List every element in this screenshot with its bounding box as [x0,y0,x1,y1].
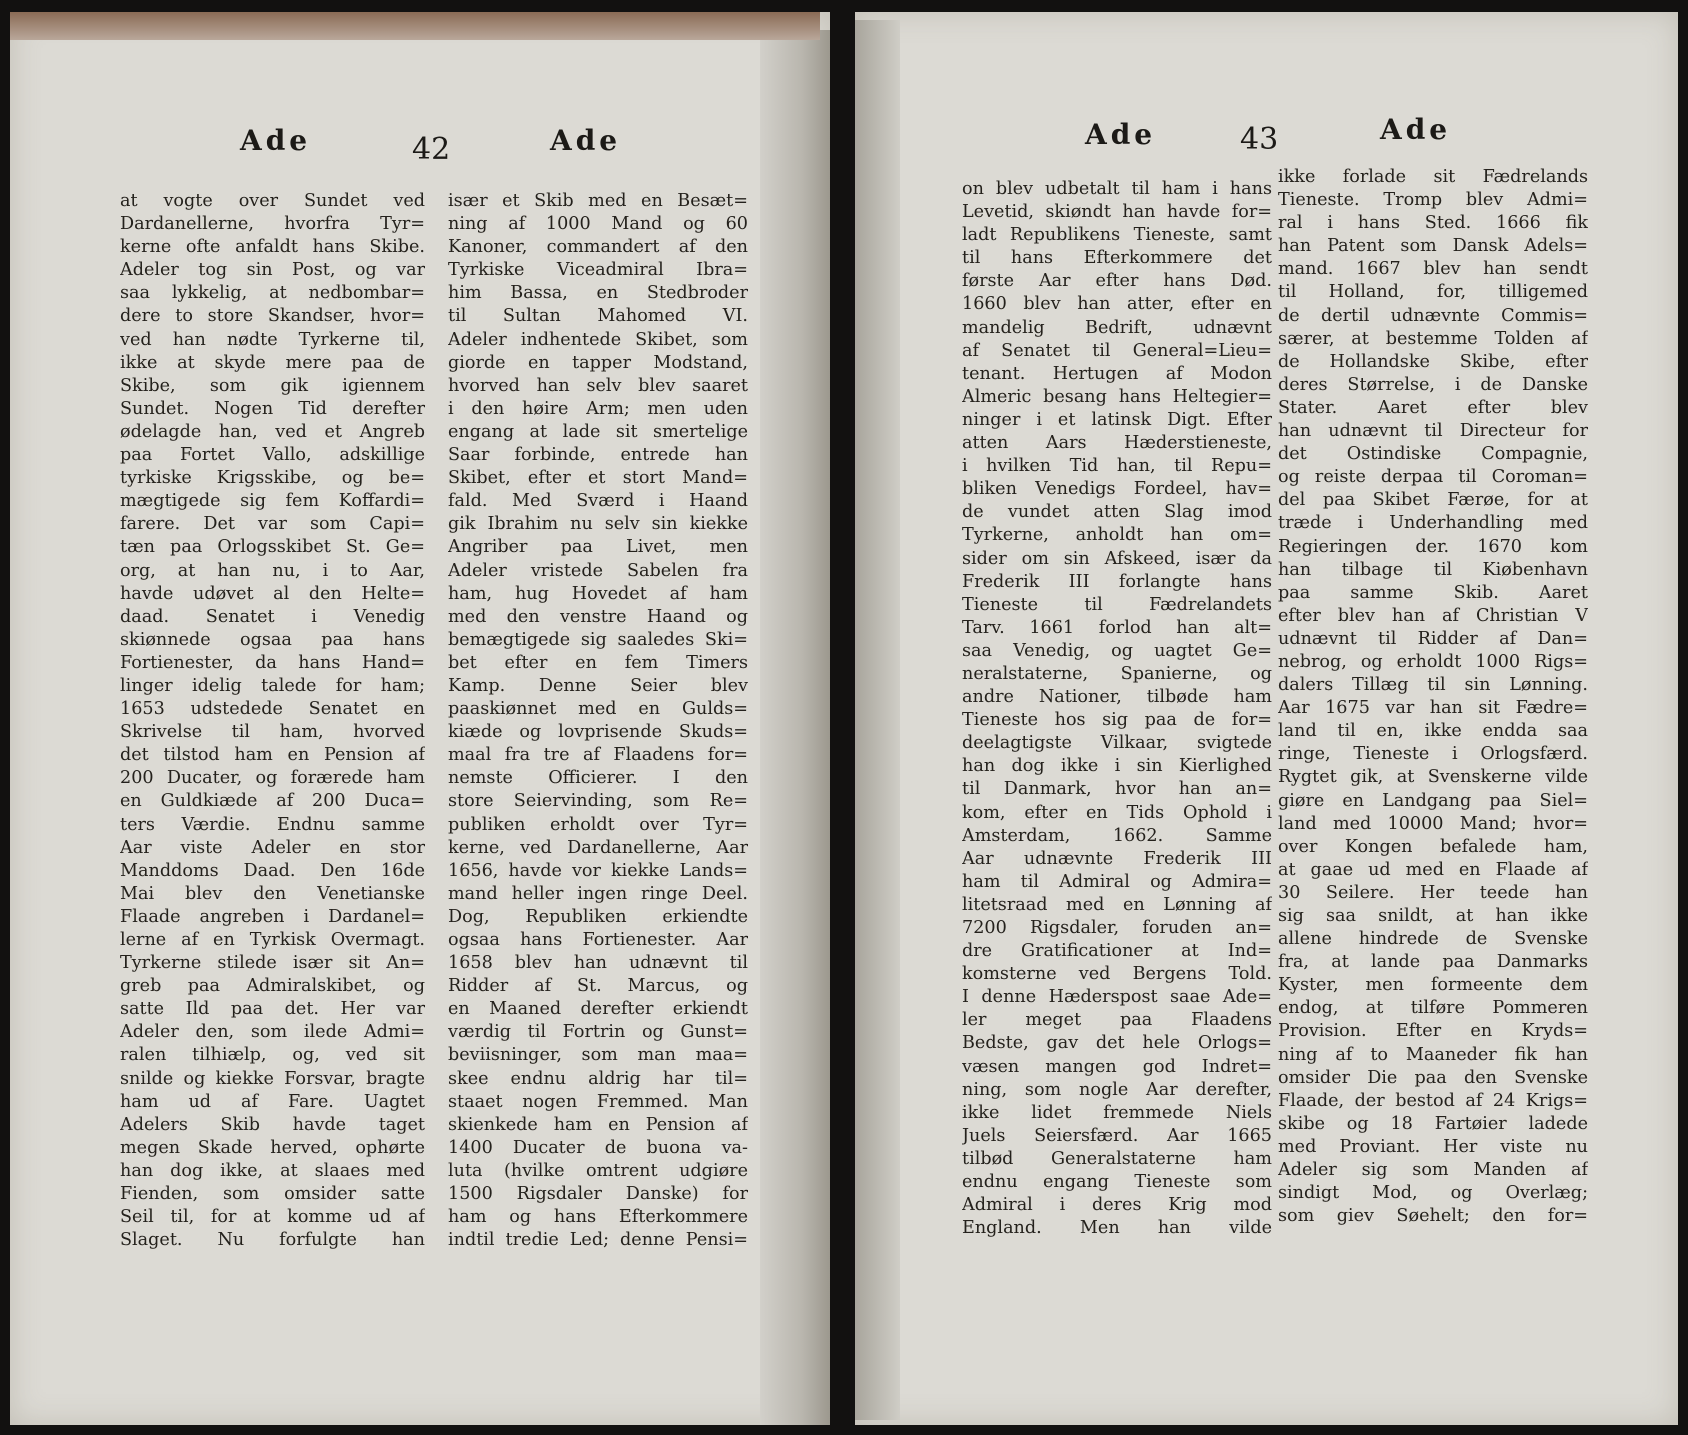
text-line: saa lykkelig, at nedbombar= [120,283,425,304]
text-line: kerne, ved Dardanellerne, Aar [448,837,748,858]
text-line: engang at lade sit smertelige [448,421,748,442]
left-page-column-1 [120,190,425,1252]
text-line: litetsraad med en Lønning af [962,894,1272,915]
right-page-number: 43 [1240,122,1279,157]
text-line: Dardanellerne, hvorfra Tyr= [120,214,425,235]
text-line: ringe, Tieneste i Orlogsfærd. [1278,744,1588,765]
text-line: som giev Søehelt; den for= [1278,1206,1588,1227]
text-line: fald. Med Sværd i Haand [448,491,748,512]
text-line: kom, efter en Tids Ophold i [962,802,1272,823]
text-line: især et Skib med en Besæt= [448,191,748,211]
text-line: en Guldkiæde af 200 Duca= [120,791,425,812]
text-line: andre Nationer, tilbøde ham [962,687,1272,708]
text-line: de vundet atten Slag imod [962,502,1272,523]
text-line: indtil tredie Led; denne Pensi= [448,1230,748,1251]
text-line: gik Ibrahim nu selv sin kiekke [448,514,748,535]
text-line: giøre en Landgang paa Siel= [1278,790,1588,811]
text-line: at gaae ud med en Flaade af [1278,859,1588,880]
text-line: nemste Officierer. I den [448,768,748,789]
text-line: Manddoms Daad. Den 16de [120,860,425,881]
text-line: sig saa snildt, at han ikke [1278,906,1588,926]
text-line: Tieneste til Fædrelandets [962,594,1272,615]
text-line: ikke forlade sit Fædrelands [1278,167,1588,187]
text-line: Tarv. 1661 forlod han alt= [962,617,1272,638]
text-line: del paa Skibet Færøe, for at [1278,490,1588,511]
text-line: daad. Senatet i Venedig [120,606,425,627]
text-line: Slaget. Nu forfulgte han [120,1230,425,1251]
text-line: til Sultan Mahomed VI. [448,306,748,327]
text-line: de Hollandske Skibe, efter [1278,351,1588,372]
text-line: Levetid, skiøndt han havde for= [962,202,1272,223]
text-line: Seil til, for at komme ud af [120,1207,425,1228]
text-line: staaet nogen Fremmed. Man [448,1091,748,1112]
text-line: Adeler tog sin Post, og var [120,260,425,281]
text-line: Skibet, efter et stort Mand= [448,468,748,489]
text-line: 7200 Rigsdaler, foruden an= [962,918,1272,938]
text-line: ved han nødte Tyrkerne til, [120,329,425,350]
text-line: lerne af en Tyrkisk Overmagt. [120,930,425,950]
text-line: Regieringen der. 1670 kom [1278,536,1588,557]
text-line: ham, hug Hovedet af ham [448,583,748,604]
text-line: Aar 1675 var han sit Fædre= [1278,698,1588,719]
text-line: publiken erholdt over Tyr= [448,814,748,835]
text-line: England. Men han vilde [962,1218,1272,1239]
text-line: I denne Hæderspost saae Ade= [962,987,1272,1008]
left-page-edge [760,30,830,1425]
text-line: ladt Republikens Tieneste, samt [962,225,1272,246]
text-line: komsterne ved Bergens Told. [962,964,1272,985]
text-line: maal fra tre af Flaadens for= [448,745,748,766]
text-line: Adeler indhentede Skibet, som [448,329,748,350]
text-line: tilbød Generalstaterne ham [962,1148,1272,1169]
text-line: til Holland, for, tilligemed [1278,282,1588,303]
text-line: Tieneste hos sig paa de for= [962,710,1272,731]
text-line: ødelagde han, ved et Angreb [120,421,425,442]
text-line: og reiste derpaa til Coroman= [1278,467,1588,488]
text-line: tyrkiske Krigsskibe, og be= [120,468,425,489]
text-line: ham til Admiral og Admira= [962,871,1272,892]
text-line: linger idelig talede for ham; [120,675,425,696]
text-line: det Ostindiske Compagnie, [1278,444,1588,465]
text-line: han tilbage til Kiøbenhavn [1278,559,1588,580]
text-line: til hans Efterkommere det [962,248,1272,269]
left-page-number: 42 [412,132,451,167]
text-line: at vogte over Sundet ved [120,191,425,211]
text-line: Kanoner, commandert af den [448,237,748,258]
text-line: 1400 Ducater de buona va- [448,1137,748,1158]
text-line: Tieneste. Tromp blev Admi= [1278,190,1588,211]
text-line: endog, at tilføre Pommeren [1278,998,1588,1019]
text-line: nebrog, og erholdt 1000 Rigs= [1278,651,1588,672]
text-line: farere. Det var som Capi= [120,514,425,535]
text-line: Mai blev den Venetianske [120,883,425,904]
text-line: med den venstre Haand og [448,606,748,627]
text-line: han Patent som Dansk Adels= [1278,236,1588,257]
text-line: him Bassa, en Stedbroder [448,283,748,304]
text-line: Juels Seiersfærd. Aar 1665 [962,1125,1272,1146]
text-line: havde udøvet al den Helte= [120,583,425,604]
text-line: hvorved han selv blev saaret [448,375,748,396]
text-line: de dertil udnævnte Commis= [1278,305,1588,326]
text-line: ninger i et latinsk Digt. Efter [962,409,1272,430]
text-line: tæn paa Orlogsskibet St. Ge= [120,537,425,558]
text-line: store Seiervinding, som Re= [448,791,748,812]
text-line: bliken Venedigs Fordeel, hav= [962,479,1272,500]
right-running-head-left: Ade [1085,118,1157,151]
text-line: ters Værdie. Endnu samme [120,814,425,835]
text-line: land med 10000 Mand; hvor= [1278,813,1588,834]
book-top-edge [10,12,820,40]
text-line: mandelig Bedrift, udnævnt [962,317,1272,338]
text-line: sindigt Mod, og Overlæg; [1278,1183,1588,1204]
text-line: bemægtigede sig saaledes Ski= [448,629,748,650]
text-line: deres Størrelse, i de Danske [1278,374,1588,395]
text-line: snilde og kiekke Forsvar, bragte [120,1068,425,1089]
text-line: org, at han nu, i to Aar, [120,560,425,581]
text-line: fra, at lande paa Danmarks [1278,952,1588,973]
text-line: Rygtet gik, at Svenskerne vilde [1278,767,1588,788]
text-line: omsider Die paa den Svenske [1278,1067,1588,1088]
text-line: Adelers Skib havde taget [120,1114,425,1135]
text-line: paaskiønnet med en Gulds= [448,699,748,720]
text-line: efter blev han af Christian V [1278,605,1588,626]
text-line: 30 Seilere. Her teede han [1278,882,1588,903]
text-line: i den høire Arm; men uden [448,398,748,419]
text-line: 1656, havde vor kiekke Lands= [448,860,748,881]
text-line: særer, at bestemme Tolden af [1278,328,1588,349]
text-line: allene hindrede de Svenske [1278,929,1588,950]
text-line: Frederik III forlangte hans [962,571,1272,592]
text-line: ham og hans Efterkommere [448,1207,748,1228]
right-running-head-right: Ade [1380,113,1452,146]
text-line: Skrivelse til ham, hvorved [120,722,425,743]
text-line: 1653 udstedede Senatet en [120,699,425,720]
text-line: Flaade, der bestod af 24 Krigs= [1278,1090,1588,1111]
text-line: træde i Underhandling med [1278,513,1588,534]
text-line: udnævnt til Ridder af Dan= [1278,628,1588,649]
text-line: skee endnu aldrig har til= [448,1068,748,1089]
text-line: ning af to Maaneder fik han [1278,1044,1588,1065]
text-line: af Senatet til General=Lieu= [962,340,1272,361]
text-line: endnu engang Tieneste som [962,1172,1272,1193]
text-line: ikke at skyde mere paa de [120,352,425,373]
text-line: Tyrkiske Viceadmiral Ibra= [448,260,748,281]
text-line: neralstaterne, Spanierne, og [962,663,1272,684]
text-line: kiæde og lovprisende Skuds= [448,722,748,743]
text-line: Flaade angreben i Dardanel= [120,906,425,927]
left-page-column-2 [448,190,748,1252]
text-line: til Danmark, hvor han an= [962,779,1272,800]
text-line: Provision. Efter en Kryds= [1278,1021,1588,1042]
text-line: greb paa Admiralskibet, og [120,976,425,997]
text-line: bet efter en fem Timers [448,652,748,673]
text-line: dre Gratificationer at Ind= [962,941,1272,962]
text-line: ning af 1000 Mand og 60 [448,214,748,235]
text-line: Adeler den, som ilede Admi= [120,1022,425,1043]
right-page-column-2 [1278,166,1588,1228]
text-line: tenant. Hertugen af Modon [962,363,1272,384]
text-line: Sundet. Nogen Tid derefter [120,398,425,419]
text-line: væsen mangen god Indret= [962,1056,1272,1077]
text-line: deelagtigste Vilkaar, svigtede [962,733,1272,754]
text-line: Angriber paa Livet, men [448,537,748,558]
text-line: dere to store Skandser, hvor= [120,306,425,327]
text-line: ral i hans Sted. 1666 fik [1278,213,1588,234]
text-line: Adeler vristede Sabelen fra [448,560,748,581]
text-line: skiønnede ogsaa paa hans [120,629,425,650]
text-line: ralen tilhiælp, og, ved sit [120,1045,425,1066]
text-line: Fortienester, da hans Hand= [120,652,425,673]
text-line: mand heller ingen ringe Deel. [448,883,748,904]
text-line: det tilstod ham en Pension af [120,745,425,766]
text-line: beviisninger, som man maa= [448,1045,748,1066]
text-line: ikke lidet fremmede Niels [962,1102,1272,1123]
text-line: ler meget paa Flaadens [962,1010,1272,1031]
text-line: han dog ikke i sin Kierlighed [962,756,1272,777]
text-line: ham ud af Fare. Uagtet [120,1091,425,1112]
text-line: Fienden, som omsider satte [120,1184,425,1205]
text-line: luta (hvilke omtrent udgiøre [448,1160,748,1181]
text-line: Admiral i deres Krig mod [962,1195,1272,1216]
text-line: paa Fortet Vallo, adskillige [120,445,425,466]
text-line: mægtigede sig fem Koffardi= [120,491,425,512]
text-line: skienkede ham en Pension af [448,1114,748,1135]
text-line: 1660 blev han atter, efter en [962,294,1272,315]
text-line: Skibe, som gik igiennem [120,375,425,396]
text-line: Stater. Aaret efter blev [1278,397,1588,418]
text-line: Ridder af St. Marcus, og [448,976,748,997]
text-line: 200 Ducater, og forærede ham [120,768,425,789]
text-line: Dog, Republiken erkiendte [448,906,748,927]
text-line: en Maaned derefter erkiendt [448,999,748,1020]
text-line: paa samme Skib. Aaret [1278,582,1588,603]
text-line: Aar udnævnte Frederik III [962,848,1272,869]
text-line: han dog ikke, at slaaes med [120,1160,425,1181]
text-line: 1500 Rigsdaler Danske) for [448,1184,748,1205]
text-line: megen Skade herved, ophørte [120,1137,425,1158]
text-line: mand. 1667 blev han sendt [1278,259,1588,280]
text-line: atten Aars Hæderstieneste, [962,433,1272,454]
text-line: kerne ofte anfaldt hans Skibe. [120,237,425,258]
text-line: Kyster, men formeente dem [1278,975,1588,996]
text-line: første Aar efter hans Død. [962,271,1272,292]
text-line: on blev udbetalt til ham i hans [962,179,1272,199]
text-line: han udnævnt til Directeur for [1278,421,1588,442]
text-line: sider om sin Afskeed, især da [962,548,1272,569]
text-line: Aar viste Adeler en stor [120,837,425,858]
text-line: Kamp. Denne Seier blev [448,675,748,696]
text-line: satte Ild paa det. Her var [120,999,425,1020]
text-line: giorde en tapper Modstand, [448,352,748,373]
right-page-column-1 [962,178,1272,1240]
text-line: Amsterdam, 1662. Samme [962,825,1272,846]
text-line: 1658 blev han udnævnt til [448,953,748,974]
text-line: med Proviant. Her viste nu [1278,1136,1588,1157]
text-line: ogsaa hans Fortienester. Aar [448,930,748,950]
text-line: Tyrkerne, anholdt han om= [962,525,1272,546]
text-line: over Kongen befalede ham, [1278,836,1588,857]
text-line: skibe og 18 Fartøier ladede [1278,1113,1588,1134]
text-line: værdig til Fortrin og Gunst= [448,1022,748,1043]
right-page-gutter [855,20,900,1420]
text-line: Tyrkerne stilede især sit An= [120,953,425,974]
text-line: Almeric besang hans Heltegier= [962,386,1272,407]
left-running-head-right: Ade [550,124,622,157]
text-line: saa Venedig, og uagtet Ge= [962,640,1272,661]
text-line: i hvilken Tid han, til Repu= [962,456,1272,477]
text-line: ning, som nogle Aar derefter, [962,1079,1272,1100]
text-line: dalers Tillæg til sin Lønning. [1278,675,1588,696]
text-line: Bedste, gav det hele Orlogs= [962,1033,1272,1054]
text-line: Saar forbinde, entrede han [448,445,748,466]
text-line: Adeler sig som Manden af [1278,1160,1588,1181]
left-running-head-left: Ade [240,124,312,157]
text-line: land til en, ikke endda saa [1278,721,1588,742]
